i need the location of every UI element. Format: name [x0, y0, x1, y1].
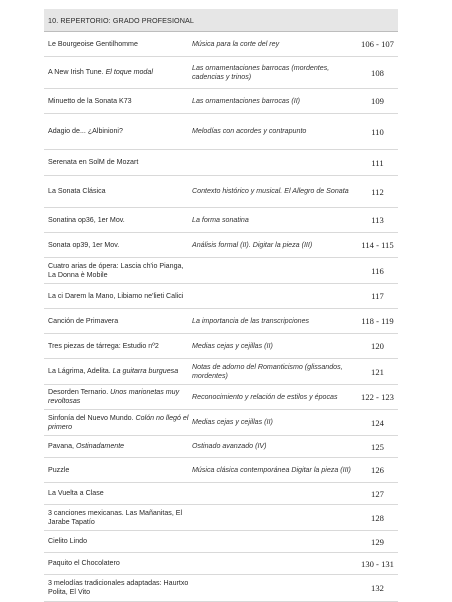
piece-title-text: Sonata op39, 1er Mov. — [48, 240, 120, 249]
table-row — [44, 32, 398, 57]
page-number: 109 — [371, 96, 384, 106]
piece-title — [44, 388, 189, 406]
piece-title — [44, 292, 189, 301]
piece-title-text: Le Bourgeoise Gentilhomme — [48, 39, 138, 48]
piece-title — [44, 317, 189, 326]
page-number: 127 — [371, 488, 384, 499]
table-row — [44, 334, 398, 359]
piece-title — [44, 509, 189, 527]
lesson-topic: Música clásica contemporánea Digitar la pieza (III) — [192, 465, 351, 474]
piece-title — [44, 158, 189, 167]
piece-title — [44, 187, 189, 196]
page-number: 125 — [371, 441, 384, 452]
lesson-topic: Música para la corte del rey — [192, 39, 280, 48]
piece-title — [44, 262, 189, 280]
table-row — [44, 458, 398, 483]
table-row — [44, 233, 398, 258]
piece-subtitle: Colón no llegó el primero — [48, 413, 189, 431]
lesson-topic: Notas de adorno del Romanticismo (glissandos, mordentes) — [192, 362, 343, 380]
lesson-topic: Las ornamentaciones barrocas (mordentes, cadencias y trinos) — [192, 63, 330, 81]
piece-title — [44, 466, 189, 475]
table-row — [44, 505, 398, 531]
piece-title-text: Sonatina op36, 1er Mov. — [48, 215, 125, 224]
piece-title-text: Cuatro arias de ópera: Lascia ch'io Pianga, La Donna è Mobile — [48, 261, 184, 279]
table-row — [44, 258, 398, 284]
page-number: 106 - 107 — [361, 39, 394, 49]
page-number: 122 - 123 — [361, 392, 394, 402]
table-row — [44, 114, 398, 150]
piece-title-text: La ci Darem la Mano, Libiamo ne'lieti Calici — [48, 291, 184, 300]
lesson-topic: Análisis formal (II). Digitar la pieza (III) — [192, 240, 313, 249]
lesson-topic: Medias cejas y cejillas (II) — [192, 341, 273, 350]
piece-title-text: 3 melodías tradicionales adaptadas: Haurtxo Polita, El Vito — [48, 579, 189, 596]
table-row — [44, 410, 398, 436]
table-row — [44, 208, 398, 233]
page-number: 114 - 115 — [361, 240, 394, 250]
page-number: 120 — [371, 341, 384, 351]
piece-title-text: A New Irish Tune. — [48, 68, 106, 77]
table-row — [44, 531, 398, 553]
piece-subtitle: La guitarra burguesa — [112, 367, 179, 376]
piece-title — [44, 489, 189, 498]
table-body — [44, 32, 398, 602]
page-number: 111 — [371, 157, 384, 168]
page-number: 110 — [371, 126, 384, 137]
page-number: 128 — [371, 512, 384, 523]
table-row — [44, 284, 398, 309]
page-number: 130 - 131 — [361, 558, 394, 569]
piece-title-text: Pavana, — [48, 442, 77, 451]
table-row — [44, 89, 398, 114]
lesson-topic: Reconocimiento y relación de estilos y épocas — [192, 392, 338, 401]
piece-title-text: Paquito el Chocolatero — [48, 559, 120, 568]
table-row — [44, 436, 398, 458]
page-number: 113 — [371, 215, 384, 225]
page-number: 121 — [371, 366, 384, 377]
piece-title — [44, 97, 189, 106]
page-number: 129 — [371, 536, 384, 547]
piece-title — [44, 367, 189, 376]
table-row — [44, 176, 398, 208]
piece-title-text: La Vuelta a Clase — [48, 489, 104, 498]
page-number: 112 — [371, 186, 384, 197]
table-row — [44, 150, 398, 176]
piece-title-text: Canción de Primavera — [48, 316, 119, 325]
piece-subtitle: Unos marionetas muy revoltosas — [48, 388, 180, 405]
piece-title-text: Minuetto de la Sonata K73 — [48, 96, 132, 105]
piece-title — [44, 127, 189, 136]
piece-title — [44, 216, 189, 225]
piece-title-text: Tres piezas de tárrega: Estudio nº2 — [48, 341, 159, 350]
piece-title-text: Serenata en SolM de Mozart — [48, 158, 139, 167]
piece-title — [44, 241, 189, 250]
piece-title — [44, 40, 189, 49]
piece-title-text: Puzzle — [48, 465, 70, 474]
table-row — [44, 359, 398, 385]
lesson-topic: La forma sonatina — [192, 215, 249, 224]
piece-title-text: Cielito Lindo — [48, 537, 88, 546]
table-row — [44, 575, 398, 602]
piece-title-text: Sinfonía del Nuevo Mundo. — [48, 413, 136, 422]
piece-subtitle: El toque modal — [105, 68, 153, 77]
piece-title-text: La Sonata Clásica — [48, 187, 106, 196]
lesson-topic: Medias cejas y cejillas (II) — [192, 418, 273, 427]
page-number: 108 — [371, 67, 384, 78]
repertoire-table — [44, 9, 398, 602]
piece-title — [44, 537, 189, 546]
piece-title-text: Desorden Ternario. — [48, 388, 111, 397]
section-header — [44, 9, 398, 32]
piece-title — [44, 414, 189, 432]
lesson-topic: Contexto histórico y musical. El Allegro de Sonata — [192, 187, 349, 196]
table-row — [44, 553, 398, 575]
page-number: 124 — [371, 417, 384, 428]
page-number: 116 — [371, 265, 384, 276]
page-number: 132 — [371, 583, 384, 593]
page-number: 126 — [371, 465, 384, 475]
lesson-topic: Ostinado avanzado (IV) — [192, 442, 267, 451]
piece-title — [44, 68, 189, 77]
piece-title — [44, 342, 189, 351]
table-row — [44, 57, 398, 89]
piece-title — [44, 442, 189, 451]
piece-title-text: 3 canciones mexicanas. Las Mañanitas, El Jarabe Tapatío — [48, 508, 183, 526]
piece-title — [44, 579, 189, 597]
piece-title — [44, 559, 189, 568]
piece-subtitle: Ostinadamente — [76, 442, 125, 451]
lesson-topic: Las ornamentaciones barrocas (II) — [192, 96, 301, 105]
table-row — [44, 385, 398, 410]
page-number: 117 — [371, 291, 384, 301]
section-title: 10. REPERTORIO: GRADO PROFESIONAL — [48, 15, 195, 25]
piece-title-text: La Lágrima, Adelita. — [48, 367, 113, 376]
lesson-topic: La importancia de las transcripciones — [192, 316, 310, 325]
piece-title-text: Adagio de... ¿Albinioni? — [48, 127, 123, 136]
table-row — [44, 309, 398, 334]
table-row — [44, 483, 398, 505]
page-number: 118 - 119 — [361, 316, 394, 326]
lesson-topic: Melodías con acordes y contrapunto — [192, 127, 307, 136]
